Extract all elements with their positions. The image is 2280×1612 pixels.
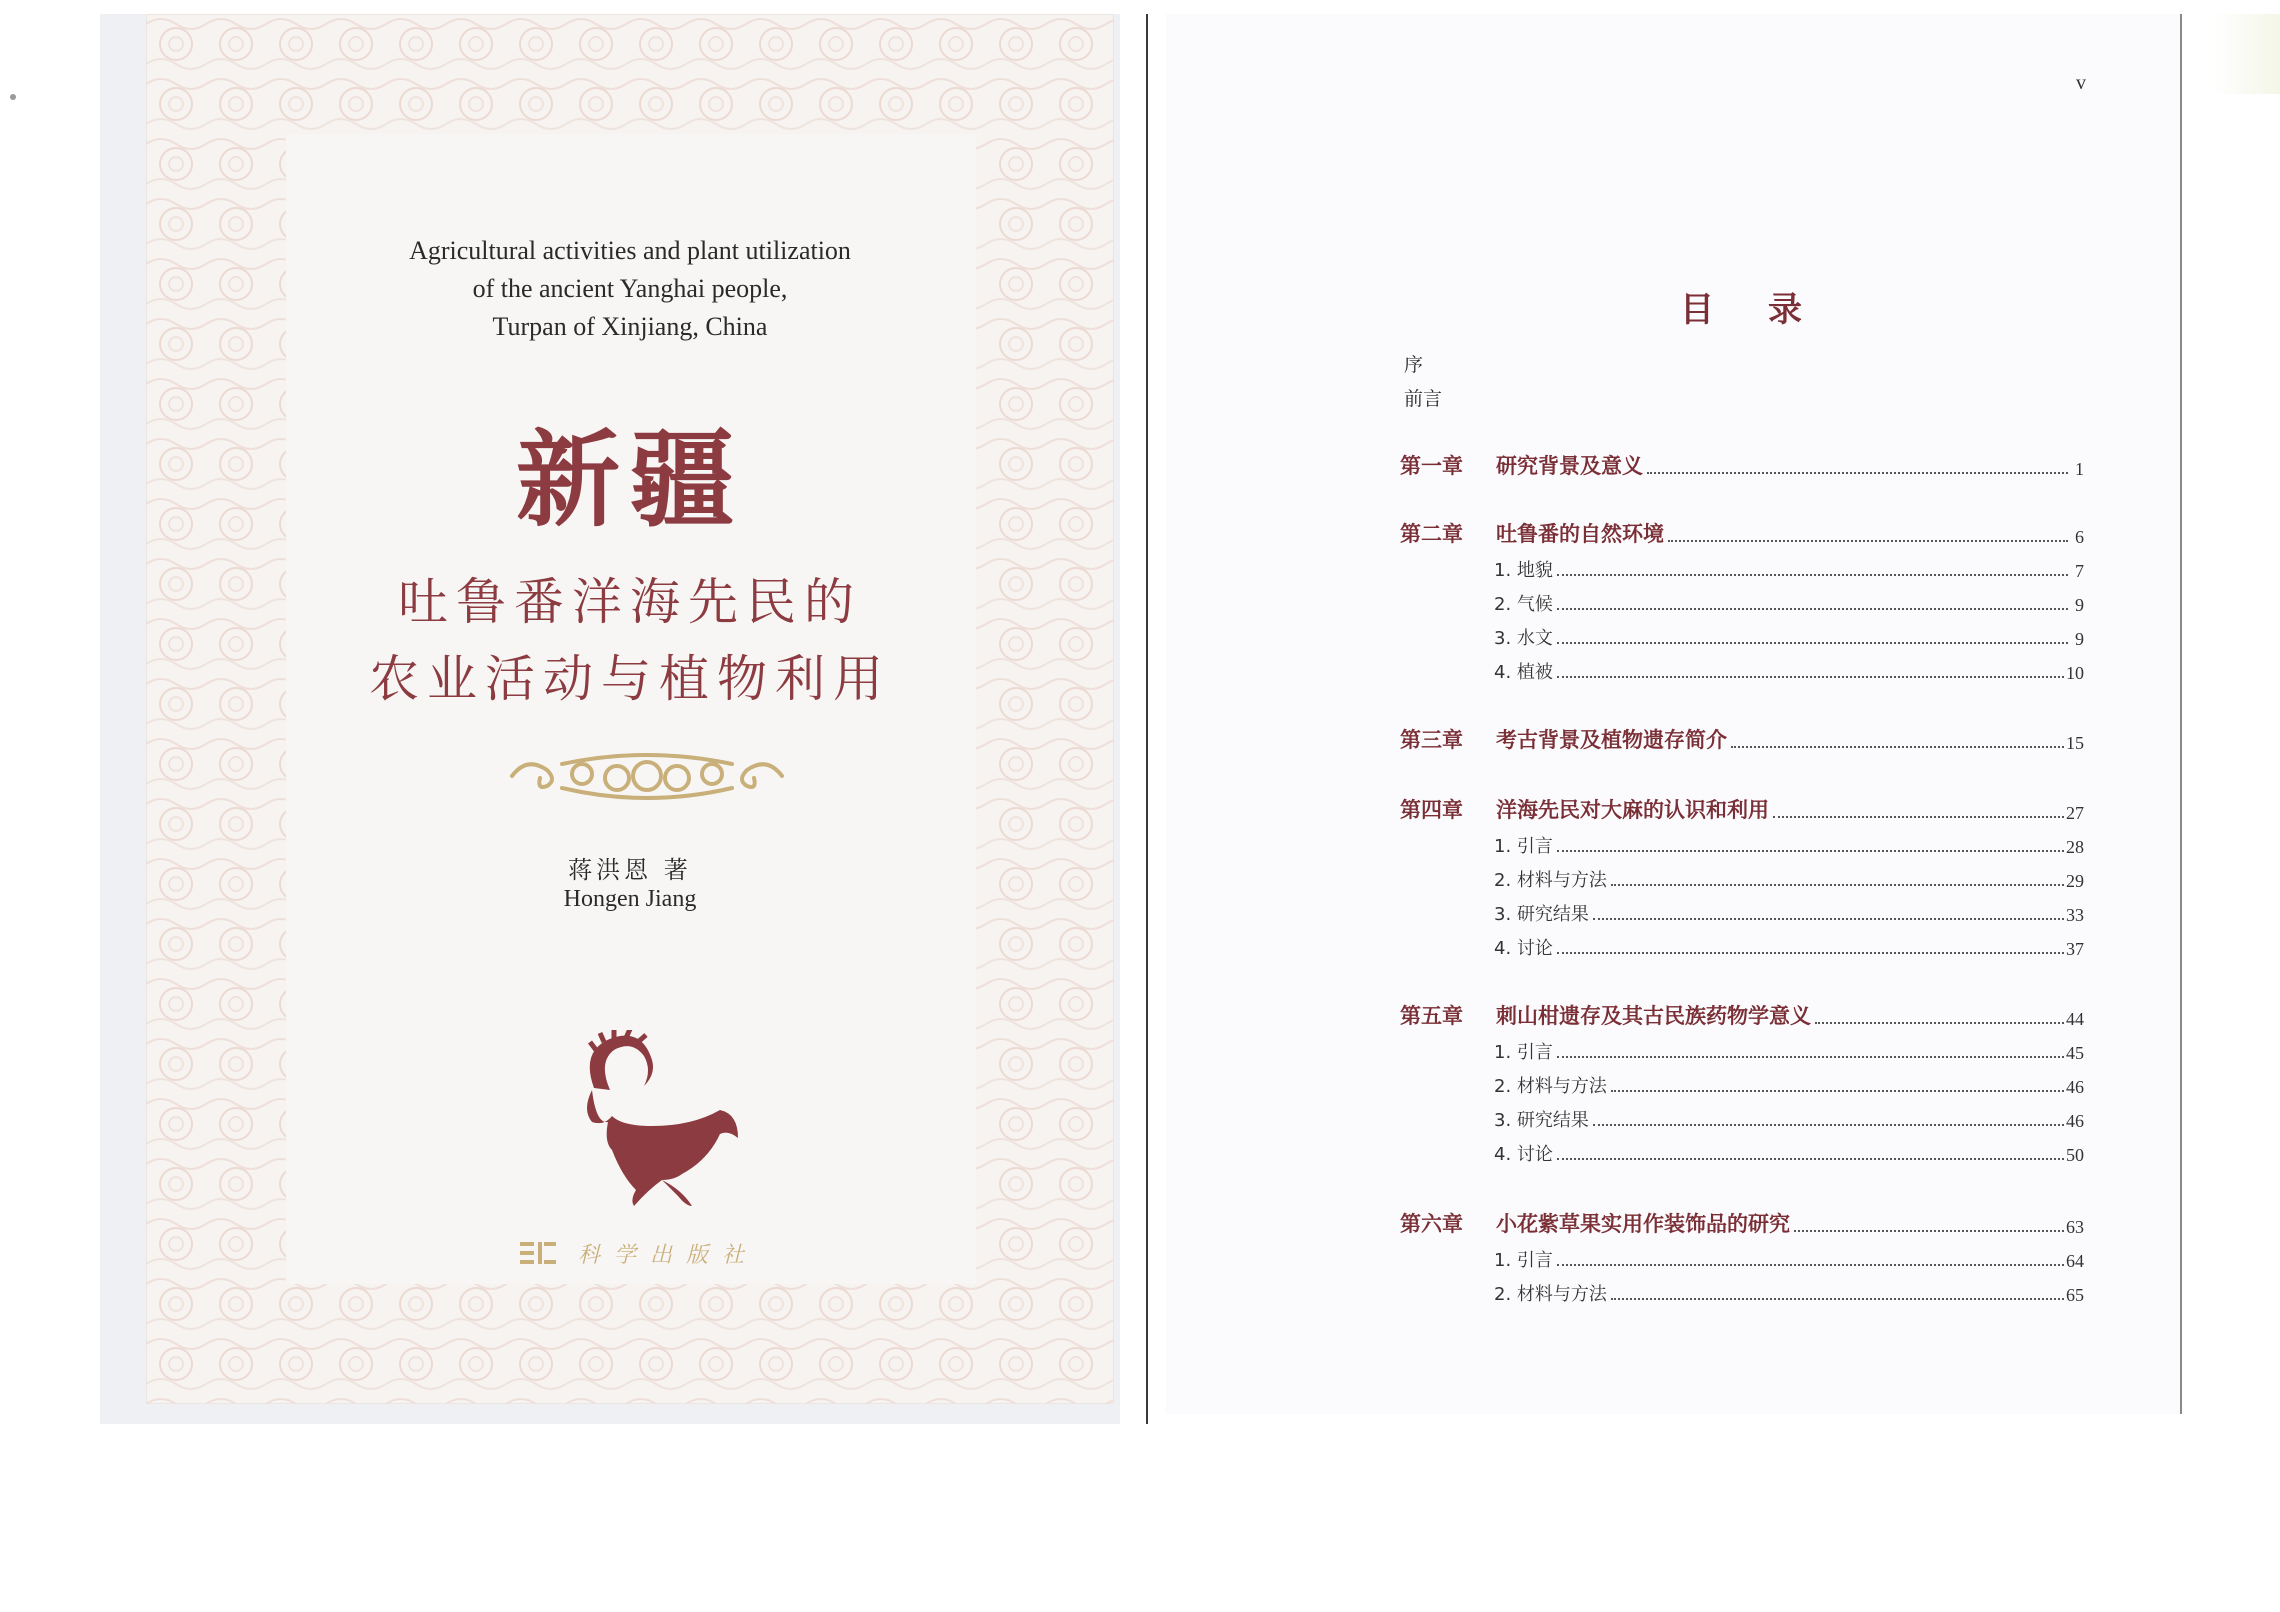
toc-leader-dots — [1611, 1090, 2064, 1092]
toc-leader-dots — [1593, 1124, 2064, 1126]
scan-speck — [10, 94, 16, 100]
toc-section-title: 2. 材料与方法 — [1494, 870, 1607, 891]
toc-section-row[interactable] — [1494, 934, 2084, 960]
toc-leader-dots — [1773, 816, 2064, 818]
toc-page-ref: 65 — [2066, 1285, 2084, 1305]
book-cover — [146, 14, 1114, 1404]
toc-chapter-title: 小花紫草果实用作装饰品的研究 — [1496, 1211, 1790, 1236]
toc-section-row[interactable] — [1494, 1038, 2084, 1064]
toc-page-ref: 9 — [2075, 629, 2084, 649]
toc-leader-dots — [1647, 472, 2068, 474]
toc-section-row[interactable] — [1494, 658, 2084, 684]
toc-section-row[interactable] — [1494, 1072, 2084, 1098]
toc-leader-dots — [1593, 918, 2064, 920]
toc-chapter-row[interactable] — [1400, 1002, 2084, 1030]
toc-leader-dots — [1794, 1230, 2064, 1232]
toc-page-ref: 1 — [2075, 459, 2084, 479]
toc-page-number: v — [2076, 72, 2086, 94]
toc-section-title: 1. 引言 — [1494, 836, 1553, 857]
scan-edge-tint — [2212, 14, 2280, 94]
toc-page-ref: 63 — [2066, 1217, 2084, 1237]
toc-leader-dots — [1557, 1158, 2064, 1160]
toc-page-ref: 6 — [2075, 527, 2084, 547]
toc-page-ref: 7 — [2075, 561, 2084, 581]
toc-page-ref: 15 — [2066, 733, 2084, 753]
toc-chapter-row[interactable] — [1400, 1210, 2084, 1238]
toc-chapter-row[interactable] — [1400, 726, 2084, 754]
toc-leader-dots — [1557, 1264, 2064, 1266]
toc-section-title: 1. 引言 — [1494, 1042, 1553, 1063]
toc-page-ref: 46 — [2066, 1077, 2084, 1097]
ornament-divider-icon — [502, 748, 792, 804]
toc-chapter-label: 第一章 — [1400, 453, 1463, 478]
toc-section-row[interactable] — [1494, 556, 2084, 582]
toc-chapter-label: 第二章 — [1400, 521, 1463, 546]
toc-chapter-title: 研究背景及意义 — [1496, 453, 1643, 478]
page-gutter — [1146, 14, 1148, 1424]
toc-section-row[interactable] — [1494, 1246, 2084, 1272]
toc-chapter-label: 第四章 — [1400, 797, 1463, 822]
cover-subtitle-line2: 农业活动与植物利用 — [369, 650, 891, 708]
toc-section-row[interactable] — [1494, 624, 2084, 650]
toc-page-ref: 64 — [2066, 1251, 2084, 1271]
toc-leader-dots — [1815, 1022, 2064, 1024]
toc-section-title: 4. 讨论 — [1494, 1144, 1553, 1165]
toc-page-ref: 44 — [2066, 1009, 2084, 1029]
cover-english-title-line: Agricultural activities and plant utilization — [409, 236, 851, 265]
toc-chapter-row[interactable] — [1400, 520, 2084, 548]
cover-author-english: Hongen Jiang — [563, 886, 697, 912]
toc-leader-dots — [1557, 642, 2068, 644]
toc-section-title: 3. 研究结果 — [1494, 904, 1589, 925]
toc-page — [1166, 14, 2182, 1414]
toc-title: 目录 — [1680, 290, 1856, 330]
toc-chapter-title: 刺山柑遗存及其古民族药物学意义 — [1496, 1003, 1811, 1028]
cover-subtitle-line1: 吐鲁番洋海先民的 — [398, 573, 862, 631]
toc-chapter-label: 第六章 — [1400, 1211, 1463, 1236]
toc-page-ref: 27 — [2066, 803, 2084, 823]
toc-front-item-foreword: 前言 — [1404, 388, 1443, 410]
toc-chapter-label: 第五章 — [1400, 1003, 1463, 1028]
cover-english-title-line: Turpan of Xinjiang, China — [492, 312, 768, 341]
toc-page-ref: 46 — [2066, 1111, 2084, 1131]
toc-page-ref: 37 — [2066, 939, 2084, 959]
toc-leader-dots — [1557, 952, 2064, 954]
toc-page-edge — [2180, 14, 2182, 1414]
cover-english-title-line: of the ancient Yanghai people, — [472, 274, 788, 303]
toc-leader-dots — [1611, 884, 2064, 886]
cover-author-chinese: 蒋洪恩 著 — [568, 856, 692, 884]
publisher-name: 科学出版社 — [578, 1242, 759, 1268]
toc-section-title: 3. 研究结果 — [1494, 1110, 1589, 1131]
toc-leader-dots — [1557, 676, 2064, 678]
toc-section-row[interactable] — [1494, 1280, 2084, 1306]
toc-page-ref: 29 — [2066, 871, 2084, 891]
toc-section-row[interactable] — [1494, 1106, 2084, 1132]
toc-section-row[interactable] — [1494, 866, 2084, 892]
toc-chapter-title: 吐鲁番的自然环境 — [1496, 521, 1664, 546]
toc-section-title: 4. 植被 — [1494, 662, 1553, 683]
toc-section-title: 4. 讨论 — [1494, 938, 1553, 959]
toc-leader-dots — [1557, 850, 2064, 852]
toc-section-title: 2. 气候 — [1494, 594, 1553, 615]
toc-page-ref: 50 — [2066, 1145, 2084, 1165]
cover-english-title — [146, 232, 1114, 346]
toc-leader-dots — [1557, 608, 2068, 610]
toc-page-ref: 45 — [2066, 1043, 2084, 1063]
toc-section-title: 1. 引言 — [1494, 1250, 1553, 1271]
toc-chapter-title: 考古背景及植物遗存简介 — [1496, 727, 1727, 752]
toc-section-title: 2. 材料与方法 — [1494, 1076, 1607, 1097]
toc-chapter-row[interactable] — [1400, 452, 2084, 480]
toc-leader-dots — [1557, 1056, 2064, 1058]
toc-section-title: 2. 材料与方法 — [1494, 1284, 1607, 1305]
ibex-logo-icon — [552, 1030, 752, 1210]
toc-leader-dots — [1557, 574, 2068, 576]
toc-chapter-label: 第三章 — [1400, 727, 1463, 752]
toc-page-ref: 33 — [2066, 905, 2084, 925]
cover-publisher — [518, 1236, 758, 1270]
toc-leader-dots — [1668, 540, 2068, 542]
toc-section-row[interactable] — [1494, 900, 2084, 926]
cover-main-title: 新疆 — [515, 418, 744, 541]
toc-page-ref: 9 — [2075, 595, 2084, 615]
toc-chapter-title: 洋海先民对大麻的认识和利用 — [1496, 797, 1769, 822]
toc-section-row[interactable] — [1494, 832, 2084, 858]
toc-leader-dots — [1731, 746, 2064, 748]
toc-page-ref: 10 — [2066, 663, 2084, 683]
toc-section-row[interactable] — [1494, 1140, 2084, 1166]
toc-page-ref: 28 — [2066, 837, 2084, 857]
toc-front-item-preface: 序 — [1404, 354, 1424, 376]
toc-section-title: 3. 水文 — [1494, 628, 1553, 649]
toc-section-title: 1. 地貌 — [1494, 560, 1553, 581]
publisher-logo-icon — [518, 1238, 558, 1268]
toc-chapter-row[interactable] — [1400, 796, 2084, 824]
toc-section-row[interactable] — [1494, 590, 2084, 616]
toc-leader-dots — [1611, 1298, 2064, 1300]
